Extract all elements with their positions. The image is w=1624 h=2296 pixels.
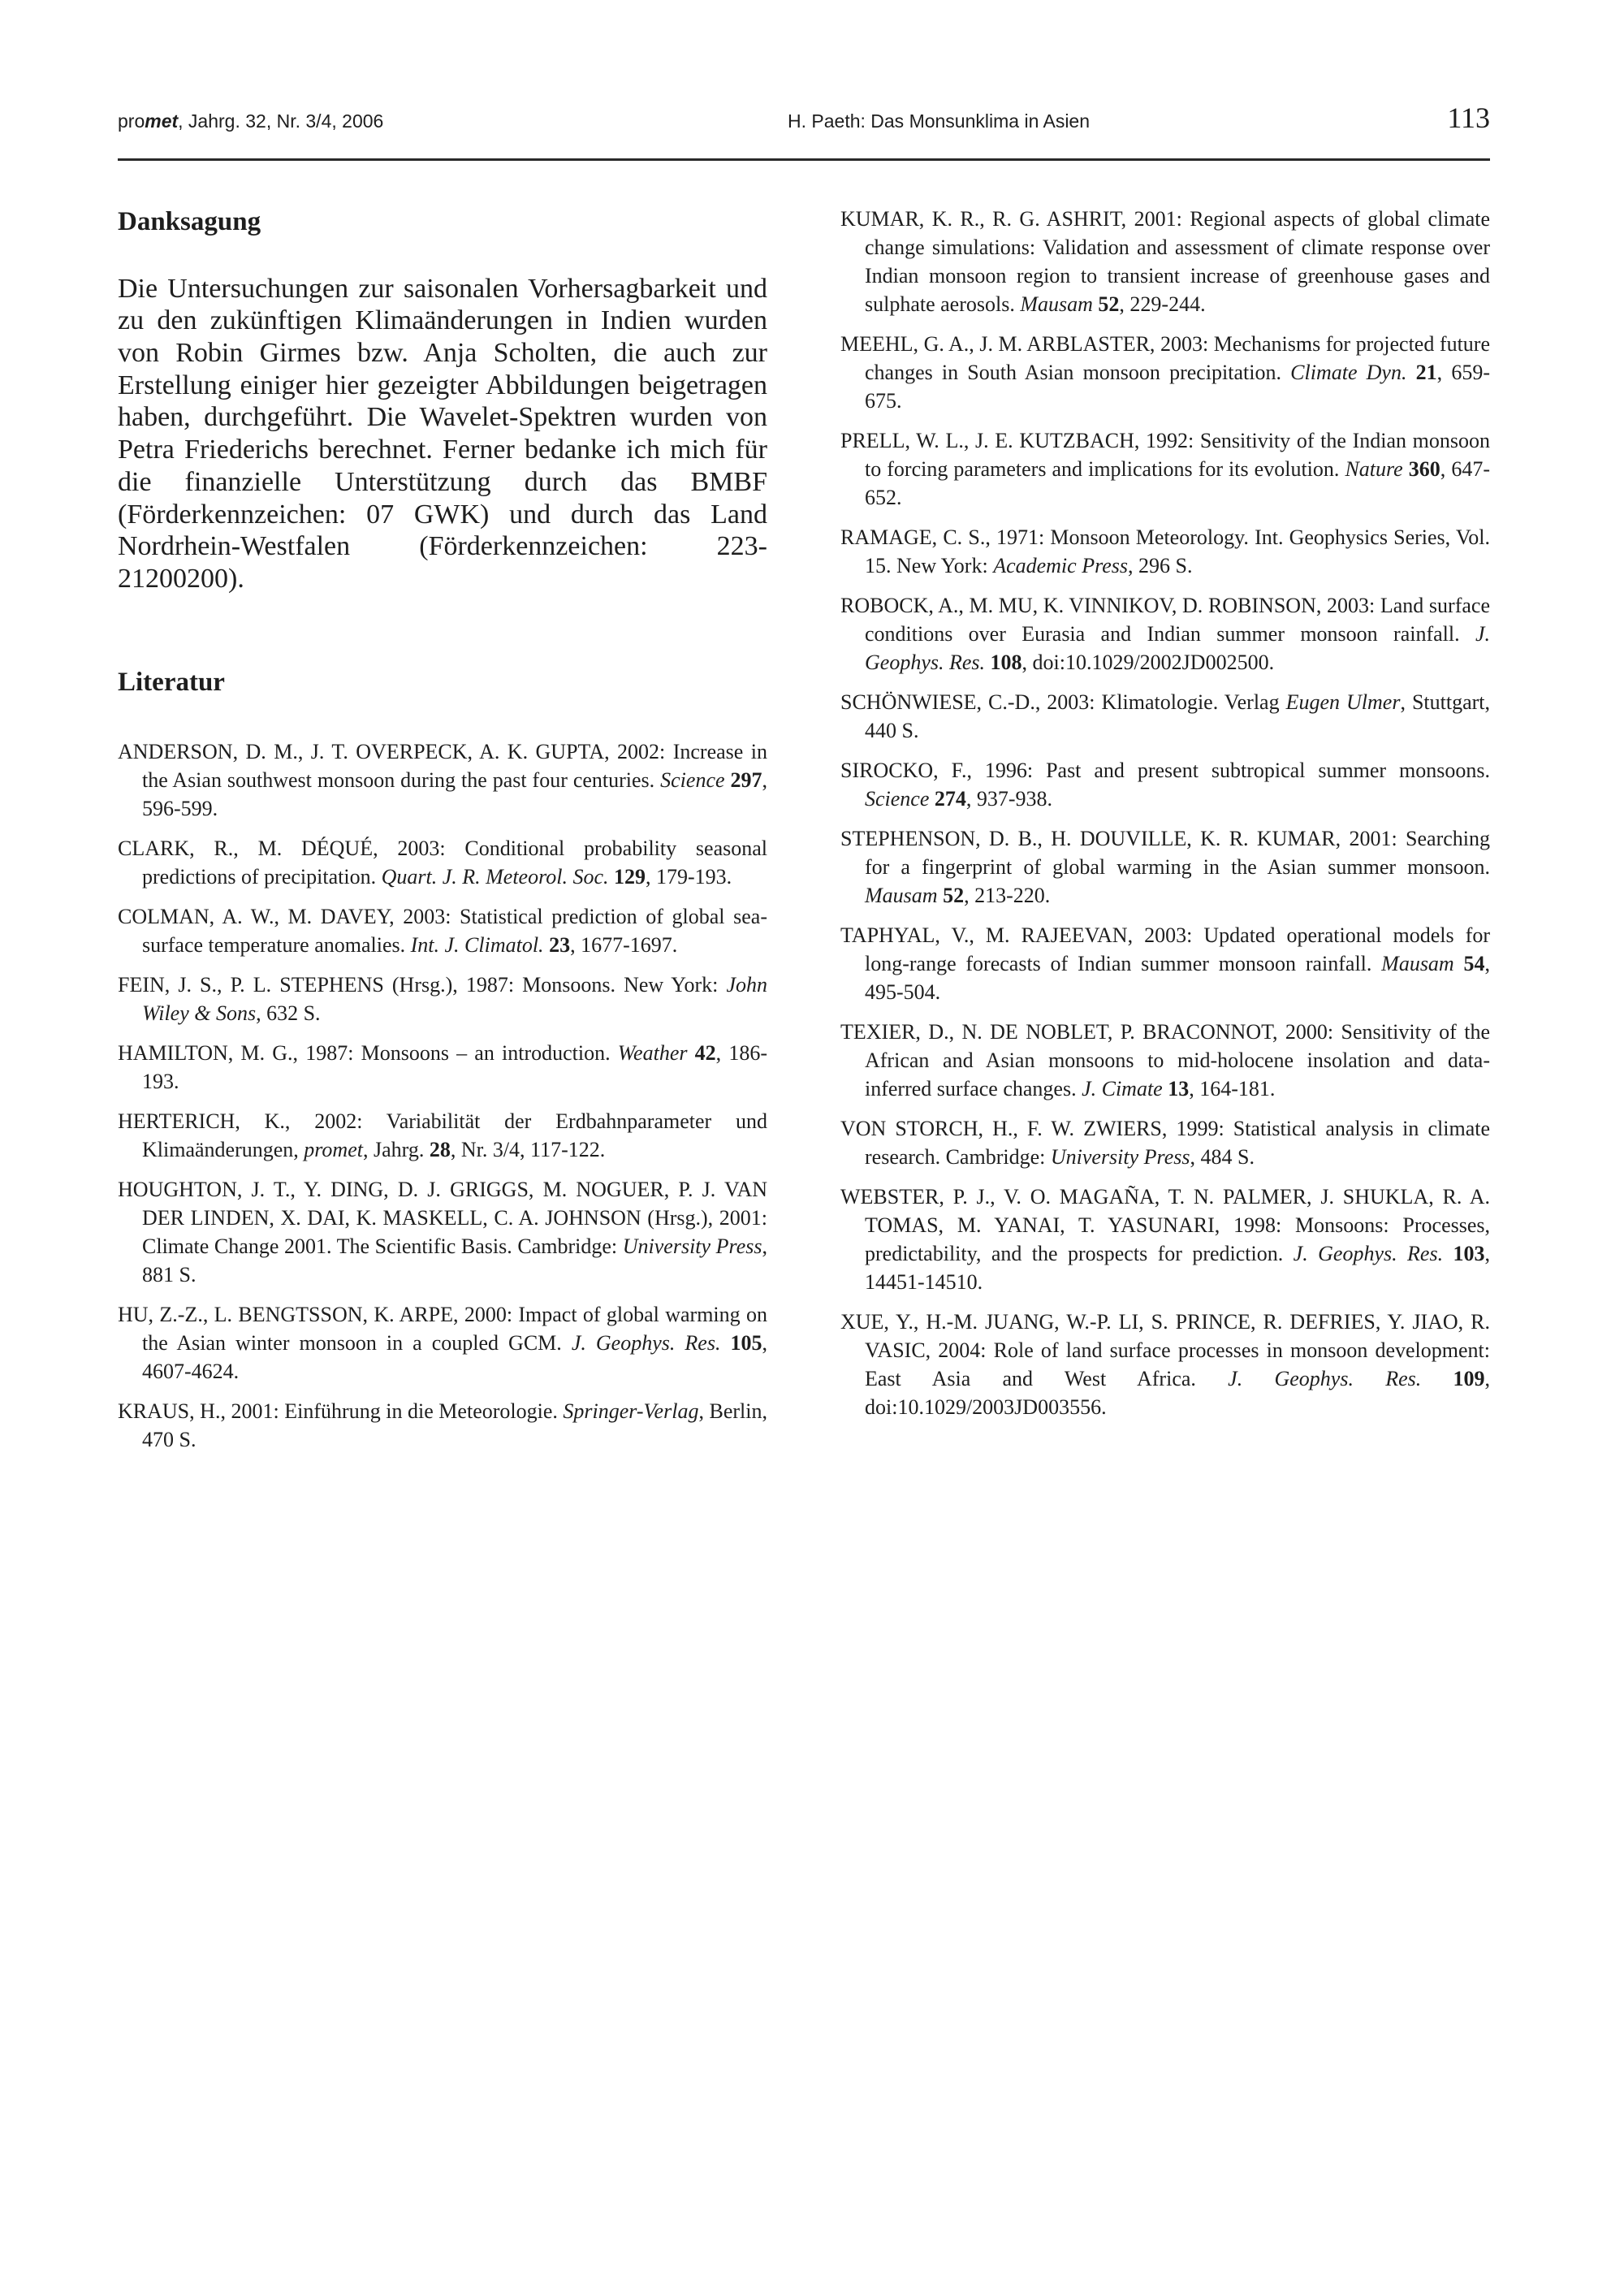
reference-pages: , 14451-14510. <box>865 1242 1490 1294</box>
reference-volume: 297 <box>730 768 762 793</box>
reference-volume: 21 <box>1415 361 1437 384</box>
reference-authors-title: XUE, Y., H.-M. JUANG, W.-P. LI, S. PRINCE, R. DEFRIES, Y. JIAO, R. VASIC, 2004: Role of land surface processes in monsoon development: East Asia and West Africa. <box>840 1310 1490 1390</box>
reference-volume: 13 <box>1168 1077 1190 1100</box>
reference-volume: 23 <box>549 933 571 958</box>
reference-entry <box>840 205 1490 318</box>
reference-volume: 108 <box>990 651 1022 674</box>
reference-volume: 54 <box>1463 952 1485 975</box>
reference-entry <box>840 756 1490 813</box>
reference-journal: Science <box>865 787 930 811</box>
reference-entry <box>840 426 1490 512</box>
reference-journal: Weather <box>617 1041 688 1066</box>
reference-pages: , 179-193. <box>646 865 732 889</box>
reference-pages: , doi:10.1029/2002JD002500. <box>1021 651 1275 674</box>
right-column <box>840 205 1490 1433</box>
reference-journal: Quart. J. R. Meteorol. Soc. <box>381 865 609 889</box>
reference-journal: John Wiley & Sons <box>142 973 767 1026</box>
reference-journal: University Press <box>1050 1145 1190 1169</box>
reference-journal: promet <box>304 1138 363 1162</box>
reference-authors-title: HAMILTON, M. G., 1987: Monsoons – an introduction. <box>118 1041 618 1066</box>
reference-entry <box>840 1018 1490 1103</box>
reference-journal: J. Geophys. Res. <box>865 622 1490 674</box>
reference-authors-title: PRELL, W. L., J. E. KUTZBACH, 1992: Sensitivity of the Indian monsoon to forcing parameters and implications for its evolution. <box>840 429 1490 481</box>
journal-name-prefix: pro <box>118 110 145 132</box>
reference-pages: , 186-193. <box>142 1041 767 1094</box>
reference-pages: , 229-244. <box>1119 292 1206 316</box>
reference-authors-title: STEPHENSON, D. B., H. DOUVILLE, K. R. KUMAR, 2001: Searching for a fingerprint of global warming in the Asian summer monsoon. <box>840 827 1490 879</box>
reference-journal: Mausam <box>1020 292 1093 316</box>
reference-authors-title: RAMAGE, C. S., 1971: Monsoon Meteorology. Int. Geophysics Series, Vol. 15. New York: <box>840 525 1490 577</box>
acknowledgement-text: Die Untersuchungen zur saisonalen Vorhersagbarkeit und zu den zukünftigen Klimaänderungen in Indien wurden von Robin Girmes bzw. Anja Scholten, die auch zur Erstellung einiger hier gezeigter Abbildungen beigetragen haben, durchgeführt. Die Wavelet-Spektren wurden von Petra Friederichs berechnet. Ferner bedanke ich mich für die finanzielle Unterstützung durch das BMBF (Förderkennzeichen: 07 GWK) und durch das Land Nordrhein-Westfalen (Förderkennzeichen: 223-21200200). <box>118 273 767 594</box>
reference-volume: 105 <box>730 1331 762 1356</box>
reference-entry <box>118 737 767 823</box>
reference-authors-title: MEEHL, G. A., J. M. ARBLASTER, 2003: Mechanisms for projected future changes in South Asian monsoon precipitation. <box>840 332 1490 384</box>
reference-journal: Academic Press <box>993 554 1129 577</box>
reference-entry <box>840 523 1490 580</box>
reference-journal: Nature <box>1345 457 1403 481</box>
reference-authors-title: HU, Z.-Z., L. BENGTSSON, K. ARPE, 2000: Impact of global warming on the Asian winter monsoon in a coupled GCM. <box>118 1303 767 1356</box>
reference-journal: Climate Dyn. <box>1290 361 1407 384</box>
acknowledgement-heading: Danksagung <box>118 207 261 236</box>
reference-volume: 109 <box>1453 1367 1485 1390</box>
reference-volume: 274 <box>934 787 966 811</box>
reference-pages: , 484 S. <box>1190 1145 1255 1169</box>
reference-journal: University Press <box>622 1234 762 1259</box>
reference-entry <box>118 834 767 891</box>
reference-authors-title: VON STORCH, H., F. W. ZWIERS, 1999: Statistical analysis in climate research. Cambridge: <box>840 1117 1490 1169</box>
reference-pages: , 213-220. <box>964 884 1051 907</box>
reference-list-right <box>840 205 1490 1421</box>
reference-volume: 52 <box>1098 292 1120 316</box>
reference-pages: , 659-675. <box>865 361 1491 413</box>
reference-entry <box>118 1039 767 1096</box>
reference-journal: J. Geophys. Res. <box>571 1331 721 1356</box>
reference-volume: 129 <box>614 865 646 889</box>
reference-entry <box>840 1114 1490 1171</box>
reference-pages: , Stuttgart, 440 S. <box>865 690 1490 742</box>
reference-authors-title: HOUGHTON, J. T., Y. DING, D. J. GRIGGS, M. NOGUER, P. J. VAN DER LINDEN, X. DAI, K. MASKELL, C. A. JOHNSON (Hrsg.), 2001: Climate Change 2001. The Scientific Basis. Cambridge: <box>118 1178 767 1259</box>
reference-entry <box>118 1300 767 1386</box>
reference-entry <box>840 921 1490 1006</box>
reference-authors-title: WEBSTER, P. J., V. O. MAGAÑA, T. N. PALMER, J. SHUKLA, R. A. TOMAS, M. YANAI, T. YASUNARI, 1998: Monsoons: Processes, predictability, and the prospects for prediction. <box>840 1185 1490 1265</box>
reference-extra: , Jahrg. <box>362 1138 430 1162</box>
reference-entry <box>840 824 1490 910</box>
reference-authors-title: SIROCKO, F., 1996: Past and present subtropical summer monsoons. <box>840 759 1490 782</box>
reference-authors-title: FEIN, J. S., P. L. STEPHENS (Hrsg.), 1987: Monsoons. New York: <box>118 973 727 997</box>
reference-volume: 28 <box>429 1138 451 1162</box>
reference-entry <box>118 971 767 1027</box>
reference-authors-title: CLARK, R., M. DÉQUÉ, 2003: Conditional probability seasonal predictions of precipitation. <box>118 837 767 889</box>
reference-pages: , 632 S. <box>256 1001 321 1026</box>
reference-journal: J. Geophys. Res. <box>1293 1242 1444 1265</box>
reference-journal: Mausam <box>865 884 938 907</box>
reference-volume: 42 <box>694 1041 716 1066</box>
reference-pages: , 1677-1697. <box>570 933 678 958</box>
reference-pages: , Nr. 3/4, 117-122. <box>450 1138 606 1162</box>
reference-entry <box>840 1183 1490 1296</box>
reference-journal: Mausam <box>1381 952 1454 975</box>
reference-pages: , 937-938. <box>965 787 1053 811</box>
left-column <box>118 203 767 1465</box>
reference-journal: J. Geophys. Res. <box>1228 1367 1422 1390</box>
reference-entry <box>118 902 767 959</box>
reference-authors-title: ROBOCK, A., M. MU, K. VINNIKOV, D. ROBINSON, 2003: Land surface conditions over Eurasia and Indian summer monsoon rainfall. <box>840 594 1490 646</box>
reference-entry <box>840 1308 1490 1421</box>
journal-citation <box>118 110 383 132</box>
reference-volume: 360 <box>1408 457 1440 481</box>
journal-name-emphasis: met <box>145 110 179 132</box>
reference-pages: , 596-599. <box>142 768 767 821</box>
reference-list-left <box>118 737 767 1454</box>
reference-pages: , doi:10.1029/2003JD003556. <box>865 1367 1491 1419</box>
reference-authors-title: KRAUS, H., 2001: Einführung in die Meteorologie. <box>118 1399 564 1424</box>
reference-journal: Springer-Verlag <box>563 1399 699 1424</box>
reference-pages: , 296 S. <box>1128 554 1193 577</box>
reference-authors-title: COLMAN, A. W., M. DAVEY, 2003: Statistical prediction of global sea-surface temperature anomalies. <box>118 905 767 958</box>
reference-authors-title: KUMAR, K. R., R. G. ASHRIT, 2001: Regional aspects of global climate change simulations: Validation and assessment of climate response over Indian monsoon region to transient increase of greenhouse gases and sulphate aerosols. <box>840 207 1490 316</box>
reference-authors-title: SCHÖNWIESE, C.-D., 2003: Klimatologie. Verlag <box>840 690 1286 714</box>
reference-journal: J. Cimate <box>1082 1077 1163 1100</box>
literature-heading: Literatur <box>118 667 225 697</box>
reference-journal: Eugen Ulmer <box>1285 690 1401 714</box>
reference-volume: 52 <box>943 884 965 907</box>
page-number: 113 <box>1447 102 1490 134</box>
page-header <box>118 96 1490 161</box>
reference-entry <box>118 1397 767 1454</box>
reference-authors-title: TEXIER, D., N. DE NOBLET, P. BRACONNOT, 2000: Sensitivity of the African and Asian monsoons to mid-holocene insolation and data-inferred surface changes. <box>840 1020 1490 1100</box>
reference-entry <box>840 330 1490 415</box>
reference-pages: , 495-504. <box>865 952 1490 1004</box>
reference-pages: , Berlin, 470 S. <box>142 1399 767 1452</box>
reference-journal: Int. J. Climatol. <box>410 933 544 958</box>
reference-pages: , 881 S. <box>142 1234 767 1287</box>
running-title: H. Paeth: Das Monsunklima in Asien <box>788 110 1091 132</box>
reference-pages: , 4607-4624. <box>142 1331 767 1384</box>
reference-authors-title: TAPHYAL, V., M. RAJEEVAN, 2003: Updated operational models for long-range forecasts of Indian summer monsoon rainfall. <box>840 923 1490 975</box>
reference-authors-title: ANDERSON, D. M., J. T. OVERPECK, A. K. GUPTA, 2002: Increase in the Asian southwest monsoon during the past four centuries. <box>118 740 767 793</box>
reference-journal: Science <box>660 768 725 793</box>
reference-pages: , 647-652. <box>865 457 1490 509</box>
reference-pages: , 164-181. <box>1189 1077 1276 1100</box>
journal-issue: , Jahrg. 32, Nr. 3/4, 2006 <box>178 110 384 132</box>
reference-volume: 103 <box>1453 1242 1485 1265</box>
reference-entry <box>118 1175 767 1289</box>
reference-entry <box>840 688 1490 745</box>
reference-entry <box>118 1107 767 1164</box>
reference-authors-title: HERTERICH, K., 2002: Variabilität der Erdbahnparameter und Klimaänderungen, <box>118 1109 767 1162</box>
reference-entry <box>840 591 1490 677</box>
